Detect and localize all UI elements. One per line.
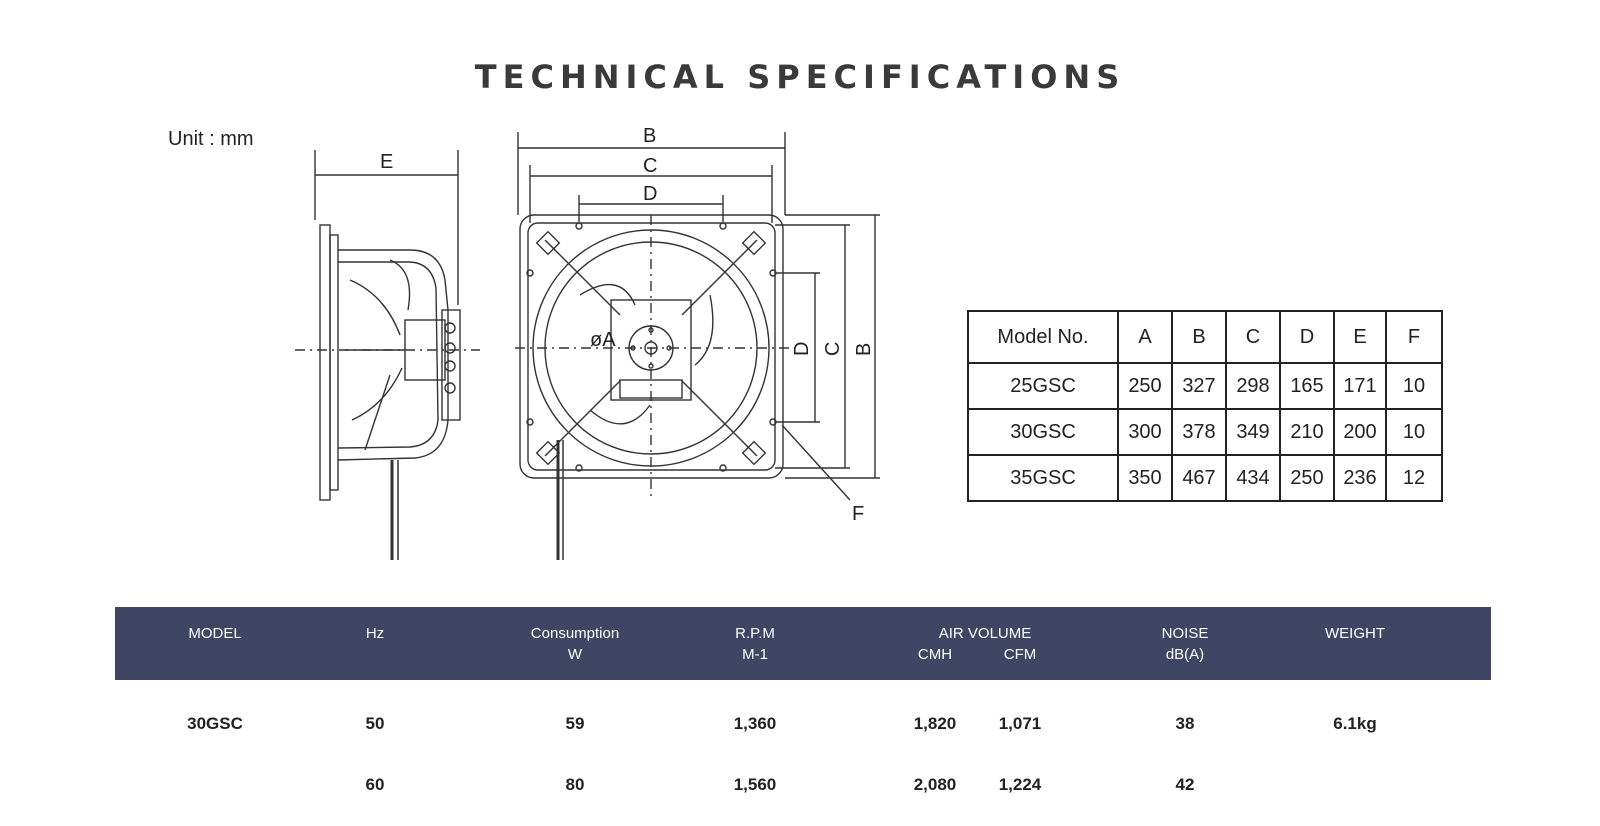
label-b-side: B	[853, 342, 875, 356]
spec-header-noise-label: NOISE	[1161, 625, 1209, 642]
dim-cell-d: 250	[1280, 455, 1334, 501]
dim-cell-b: 327	[1172, 363, 1226, 409]
spec-cell-cfm: 1,071	[998, 714, 1042, 733]
dim-cell-model: 30GSC	[968, 409, 1118, 455]
label-e: E	[380, 151, 394, 173]
page-title: TECHNICAL SPECIFICATIONS	[474, 58, 1126, 96]
spec-header-consumption	[495, 623, 655, 665]
spec-cell-hz: 60	[365, 775, 385, 794]
side-view-drawing	[295, 150, 480, 560]
spec-header-rpm-unit: M-1	[742, 646, 768, 663]
dim-header-c: C	[1226, 311, 1280, 363]
spec-header-weight: WEIGHT	[1325, 625, 1385, 642]
spec-header-rpm-label: R.P.M	[735, 625, 775, 642]
spec-header-noise	[1125, 623, 1245, 665]
dim-cell-c: 349	[1226, 409, 1280, 455]
dim-cell-d: 165	[1280, 363, 1334, 409]
dim-header-model: Model No.	[968, 311, 1118, 363]
spec-header-cmh: CMH	[917, 646, 953, 663]
fan-technical-drawing	[290, 120, 930, 580]
label-a-diameter: øA	[590, 329, 616, 351]
spec-cell-cfm: 1,224	[998, 775, 1042, 794]
dim-cell-e: 200	[1334, 409, 1386, 455]
spec-cell-rpm: 1,360	[733, 714, 777, 733]
spec-cell-consumption: 80	[565, 775, 585, 794]
dimension-table-header-row	[968, 311, 1442, 363]
dim-cell-e: 236	[1334, 455, 1386, 501]
dim-cell-c: 434	[1226, 455, 1280, 501]
spec-cell-consumption: 59	[565, 714, 585, 733]
dim-cell-c: 298	[1226, 363, 1280, 409]
unit-label: Unit : mm	[168, 128, 254, 150]
label-c-side: C	[822, 341, 844, 356]
label-d-side: D	[791, 341, 813, 356]
spec-table-header	[115, 607, 1491, 680]
spec-header-rpm	[705, 623, 805, 665]
dim-cell-f: 10	[1386, 409, 1442, 455]
dim-cell-a: 350	[1118, 455, 1172, 501]
spec-header-noise-unit: dB(A)	[1165, 646, 1205, 663]
spec-cell-cmh: 2,080	[913, 775, 957, 794]
dim-cell-model: 25GSC	[968, 363, 1118, 409]
table-row	[115, 714, 1491, 744]
dim-cell-a: 250	[1118, 363, 1172, 409]
label-d-top: D	[643, 183, 658, 205]
dim-cell-e: 171	[1334, 363, 1386, 409]
spec-cell-rpm: 1,560	[733, 775, 777, 794]
spec-header-hz: Hz	[365, 625, 385, 642]
dimension-table	[967, 310, 1443, 502]
dim-cell-model: 35GSC	[968, 455, 1118, 501]
spec-header-consumption-unit: W	[567, 646, 583, 663]
spec-header-air-volume: AIR VOLUME	[938, 625, 1032, 642]
spec-cell-noise: 38	[1175, 714, 1195, 733]
label-c-top: C	[643, 155, 658, 177]
spec-cell-cmh: 1,820	[913, 714, 957, 733]
label-f: F	[852, 503, 865, 525]
dim-cell-b: 378	[1172, 409, 1226, 455]
dim-header-a: A	[1118, 311, 1172, 363]
dim-cell-b: 467	[1172, 455, 1226, 501]
spec-header-model: MODEL	[188, 625, 242, 642]
spec-cell-noise: 42	[1175, 775, 1195, 794]
dim-cell-d: 210	[1280, 409, 1334, 455]
spec-header-cfm: CFM	[1003, 646, 1037, 663]
dim-cell-a: 300	[1118, 409, 1172, 455]
spec-header-consumption-label: Consumption	[530, 625, 620, 642]
label-b-top: B	[643, 125, 657, 147]
dim-header-e: E	[1334, 311, 1386, 363]
table-row	[968, 363, 1442, 409]
spec-cell-hz: 50	[365, 714, 385, 733]
table-row	[968, 455, 1442, 501]
dim-cell-f: 10	[1386, 363, 1442, 409]
spec-cell-weight: 6.1kg	[1333, 714, 1377, 733]
dim-header-d: D	[1280, 311, 1334, 363]
table-row	[968, 409, 1442, 455]
table-row	[115, 775, 1491, 805]
dim-header-b: B	[1172, 311, 1226, 363]
dim-header-f: F	[1386, 311, 1442, 363]
spec-cell-model: 30GSC	[187, 714, 243, 733]
dim-cell-f: 12	[1386, 455, 1442, 501]
